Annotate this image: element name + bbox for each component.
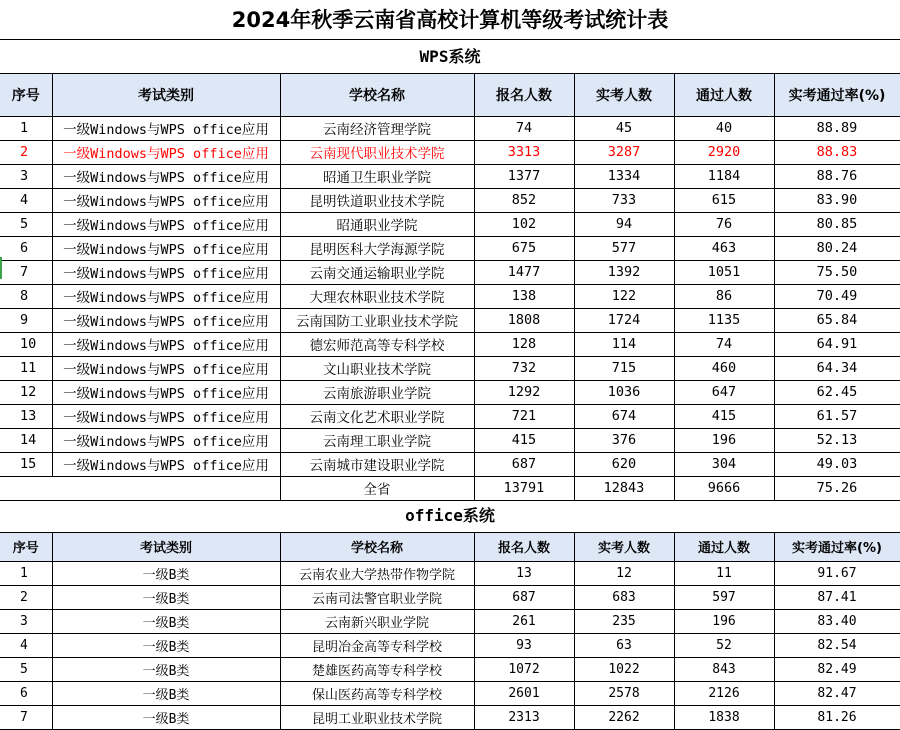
row-exam-type[interactable]: 一级B类 [52,633,280,657]
header-school[interactable]: 学校名称 [280,74,474,116]
wps-header-row [0,74,900,116]
row-rate[interactable]: 88.83 [774,140,900,164]
row-registered[interactable]: 687 [474,452,574,476]
row-actual[interactable]: 1022 [574,657,674,681]
row-school[interactable]: 楚雄医药高等专科学校 [280,657,474,681]
row-rate[interactable]: 65.84 [774,308,900,332]
row-passed[interactable]: 597 [674,585,774,609]
row-school[interactable]: 大理农林职业技术学院 [280,284,474,308]
header-passed[interactable]: 通过人数 [674,74,774,116]
table-row [0,585,900,609]
selection-marker [0,257,2,279]
row-index[interactable]: 6 [0,236,52,260]
row-registered[interactable]: 93 [474,633,574,657]
row-exam-type[interactable]: 一级Windows与WPS office应用 [52,380,280,404]
row-rate[interactable]: 80.24 [774,236,900,260]
row-exam-type[interactable]: 一级Windows与WPS office应用 [52,140,280,164]
row-index[interactable]: 2 [0,585,52,609]
header-exam-type[interactable]: 考试类别 [52,74,280,116]
row-passed[interactable]: 40 [674,116,774,140]
row-rate[interactable]: 83.40 [774,609,900,633]
row-exam-type[interactable]: 一级Windows与WPS office应用 [52,284,280,308]
row-index[interactable]: 4 [0,633,52,657]
row-registered[interactable]: 1072 [474,657,574,681]
row-actual[interactable]: 1334 [574,164,674,188]
row-registered[interactable]: 1808 [474,308,574,332]
row-passed[interactable]: 647 [674,380,774,404]
row-passed[interactable]: 615 [674,188,774,212]
row-actual[interactable]: 620 [574,452,674,476]
header-index[interactable]: 序号 [0,74,52,116]
table-row [0,236,900,260]
row-actual[interactable]: 94 [574,212,674,236]
row-passed[interactable]: 2126 [674,681,774,705]
row-actual[interactable]: 1036 [574,380,674,404]
row-registered[interactable]: 74 [474,116,574,140]
row-registered[interactable]: 1377 [474,164,574,188]
row-registered[interactable]: 1292 [474,380,574,404]
row-actual[interactable]: 3287 [574,140,674,164]
row-actual[interactable]: 683 [574,585,674,609]
header-passed[interactable]: 通过人数 [674,533,774,561]
row-exam-type[interactable]: 一级Windows与WPS office应用 [52,332,280,356]
table-row [0,404,900,428]
row-registered[interactable]: 852 [474,188,574,212]
total-rate[interactable]: 75.26 [774,476,900,500]
total-passed[interactable]: 9666 [674,476,774,500]
row-school[interactable]: 云南司法警官职业学院 [280,585,474,609]
row-rate[interactable]: 52.13 [774,428,900,452]
total-cell-empty[interactable] [0,476,52,500]
wps-total-row [0,476,900,500]
row-school[interactable]: 昆明医科大学海源学院 [280,236,474,260]
row-passed[interactable]: 52 [674,633,774,657]
row-rate[interactable]: 80.85 [774,212,900,236]
row-exam-type[interactable]: 一级B类 [52,561,280,585]
row-registered[interactable]: 1477 [474,260,574,284]
table-row [0,633,900,657]
row-passed[interactable]: 2920 [674,140,774,164]
table-row [0,681,900,705]
row-index[interactable]: 9 [0,308,52,332]
header-actual[interactable]: 实考人数 [574,533,674,561]
row-passed[interactable]: 843 [674,657,774,681]
table-row [0,452,900,476]
row-passed[interactable]: 196 [674,428,774,452]
row-passed[interactable]: 1135 [674,308,774,332]
row-registered[interactable]: 415 [474,428,574,452]
row-rate[interactable]: 87.41 [774,585,900,609]
sheet-title: 2024年秋季云南省高校计算机等级考试统计表 [0,0,900,40]
row-school[interactable]: 昭通职业学院 [280,212,474,236]
row-index[interactable]: 11 [0,356,52,380]
row-index[interactable]: 14 [0,428,52,452]
row-actual[interactable]: 122 [574,284,674,308]
row-school[interactable]: 云南经济管理学院 [280,116,474,140]
row-actual[interactable]: 674 [574,404,674,428]
row-index[interactable]: 1 [0,116,52,140]
row-exam-type[interactable]: 一级Windows与WPS office应用 [52,236,280,260]
row-passed[interactable]: 74 [674,332,774,356]
row-rate[interactable]: 61.57 [774,404,900,428]
row-index[interactable]: 7 [0,260,52,284]
row-actual[interactable]: 63 [574,633,674,657]
row-exam-type[interactable]: 一级Windows与WPS office应用 [52,404,280,428]
row-school[interactable]: 昆明铁道职业技术学院 [280,188,474,212]
row-index[interactable]: 7 [0,705,52,729]
row-rate[interactable]: 88.89 [774,116,900,140]
header-actual[interactable]: 实考人数 [574,74,674,116]
header-rate[interactable]: 实考通过率(%) [774,533,900,561]
table-row [0,164,900,188]
row-exam-type[interactable]: 一级Windows与WPS office应用 [52,260,280,284]
office-section-title: office系统 [0,499,900,533]
row-index[interactable]: 4 [0,188,52,212]
row-index[interactable]: 10 [0,332,52,356]
table-row [0,260,900,284]
row-rate[interactable]: 62.45 [774,380,900,404]
row-rate[interactable]: 64.34 [774,356,900,380]
table-row [0,428,900,452]
row-passed[interactable]: 1184 [674,164,774,188]
row-school[interactable]: 文山职业技术学院 [280,356,474,380]
row-actual[interactable]: 114 [574,332,674,356]
row-passed[interactable]: 304 [674,452,774,476]
row-school[interactable]: 云南理工职业学院 [280,428,474,452]
row-school[interactable]: 云南交通运输职业学院 [280,260,474,284]
row-school[interactable]: 云南旅游职业学院 [280,380,474,404]
row-actual[interactable]: 577 [574,236,674,260]
wps-section-title: WPS系统 [0,40,900,74]
row-exam-type[interactable]: 一级Windows与WPS office应用 [52,116,280,140]
row-passed[interactable]: 86 [674,284,774,308]
wps-table [0,74,900,501]
row-rate[interactable]: 70.49 [774,284,900,308]
row-school[interactable]: 云南文化艺术职业学院 [280,404,474,428]
row-exam-type[interactable]: 一级B类 [52,705,280,729]
row-actual[interactable]: 2578 [574,681,674,705]
row-exam-type[interactable]: 一级B类 [52,681,280,705]
table-row [0,380,900,404]
table-row [0,561,900,585]
row-index[interactable]: 13 [0,404,52,428]
header-exam-type[interactable]: 考试类别 [52,533,280,561]
table-row [0,188,900,212]
row-passed[interactable]: 76 [674,212,774,236]
row-rate[interactable]: 83.90 [774,188,900,212]
row-rate[interactable]: 81.26 [774,705,900,729]
office-table [0,533,900,730]
row-exam-type[interactable]: 一级Windows与WPS office应用 [52,164,280,188]
row-rate[interactable]: 82.47 [774,681,900,705]
row-rate[interactable]: 91.67 [774,561,900,585]
row-passed[interactable]: 460 [674,356,774,380]
row-index[interactable]: 5 [0,212,52,236]
row-index[interactable]: 3 [0,609,52,633]
row-exam-type[interactable]: 一级B类 [52,609,280,633]
row-actual[interactable]: 12 [574,561,674,585]
row-index[interactable]: 3 [0,164,52,188]
row-index[interactable]: 2 [0,140,52,164]
row-actual[interactable]: 733 [574,188,674,212]
row-actual[interactable]: 376 [574,428,674,452]
row-exam-type[interactable]: 一级Windows与WPS office应用 [52,188,280,212]
row-registered[interactable]: 261 [474,609,574,633]
header-registered[interactable]: 报名人数 [474,74,574,116]
row-exam-type[interactable]: 一级Windows与WPS office应用 [52,308,280,332]
row-actual[interactable]: 1724 [574,308,674,332]
table-row [0,705,900,729]
row-registered[interactable]: 2601 [474,681,574,705]
row-school[interactable]: 昭通卫生职业学院 [280,164,474,188]
header-rate[interactable]: 实考通过率(%) [774,74,900,116]
table-row [0,212,900,236]
row-index[interactable]: 5 [0,657,52,681]
row-registered[interactable]: 128 [474,332,574,356]
table-row [0,116,900,140]
table-row [0,332,900,356]
table-row [0,609,900,633]
row-passed[interactable]: 463 [674,236,774,260]
row-rate[interactable]: 75.50 [774,260,900,284]
row-actual[interactable]: 235 [574,609,674,633]
row-actual[interactable]: 45 [574,116,674,140]
row-registered[interactable]: 732 [474,356,574,380]
total-label[interactable]: 全省 [280,476,474,500]
row-registered[interactable]: 102 [474,212,574,236]
row-index[interactable]: 6 [0,681,52,705]
row-registered[interactable]: 2313 [474,705,574,729]
row-school[interactable]: 保山医药高等专科学校 [280,681,474,705]
total-actual[interactable]: 12843 [574,476,674,500]
row-actual[interactable]: 715 [574,356,674,380]
row-passed[interactable]: 1838 [674,705,774,729]
row-exam-type[interactable]: 一级Windows与WPS office应用 [52,428,280,452]
row-registered[interactable]: 13 [474,561,574,585]
row-school[interactable]: 云南城市建设职业学院 [280,452,474,476]
table-row [0,356,900,380]
header-registered[interactable]: 报名人数 [474,533,574,561]
row-passed[interactable]: 415 [674,404,774,428]
table-row [0,657,900,681]
row-index[interactable]: 8 [0,284,52,308]
row-registered[interactable]: 138 [474,284,574,308]
row-school[interactable]: 昆明冶金高等专科学校 [280,633,474,657]
row-index[interactable]: 1 [0,561,52,585]
office-header-row [0,533,900,561]
row-actual[interactable]: 1392 [574,260,674,284]
row-school[interactable]: 云南新兴职业学院 [280,609,474,633]
row-passed[interactable]: 11 [674,561,774,585]
row-school[interactable]: 云南国防工业职业技术学院 [280,308,474,332]
row-rate[interactable]: 64.91 [774,332,900,356]
row-index[interactable]: 15 [0,452,52,476]
row-school[interactable]: 云南农业大学热带作物学院 [280,561,474,585]
row-school[interactable]: 云南现代职业技术学院 [280,140,474,164]
table-row [0,140,900,164]
table-row [0,284,900,308]
row-registered[interactable]: 675 [474,236,574,260]
table-row [0,308,900,332]
row-rate[interactable]: 49.03 [774,452,900,476]
row-school[interactable]: 德宏师范高等专科学校 [280,332,474,356]
row-index[interactable]: 12 [0,380,52,404]
header-school[interactable]: 学校名称 [280,533,474,561]
row-registered[interactable]: 721 [474,404,574,428]
total-cell-empty[interactable] [52,476,280,500]
row-exam-type[interactable]: 一级B类 [52,657,280,681]
row-rate[interactable]: 82.54 [774,633,900,657]
row-exam-type[interactable]: 一级Windows与WPS office应用 [52,452,280,476]
row-actual[interactable]: 2262 [574,705,674,729]
row-school[interactable]: 昆明工业职业技术学院 [280,705,474,729]
row-registered[interactable]: 687 [474,585,574,609]
row-registered[interactable]: 3313 [474,140,574,164]
row-exam-type[interactable]: 一级B类 [52,585,280,609]
row-passed[interactable]: 196 [674,609,774,633]
header-index[interactable]: 序号 [0,533,52,561]
row-exam-type[interactable]: 一级Windows与WPS office应用 [52,356,280,380]
row-rate[interactable]: 88.76 [774,164,900,188]
row-passed[interactable]: 1051 [674,260,774,284]
total-registered[interactable]: 13791 [474,476,574,500]
row-rate[interactable]: 82.49 [774,657,900,681]
row-exam-type[interactable]: 一级Windows与WPS office应用 [52,212,280,236]
